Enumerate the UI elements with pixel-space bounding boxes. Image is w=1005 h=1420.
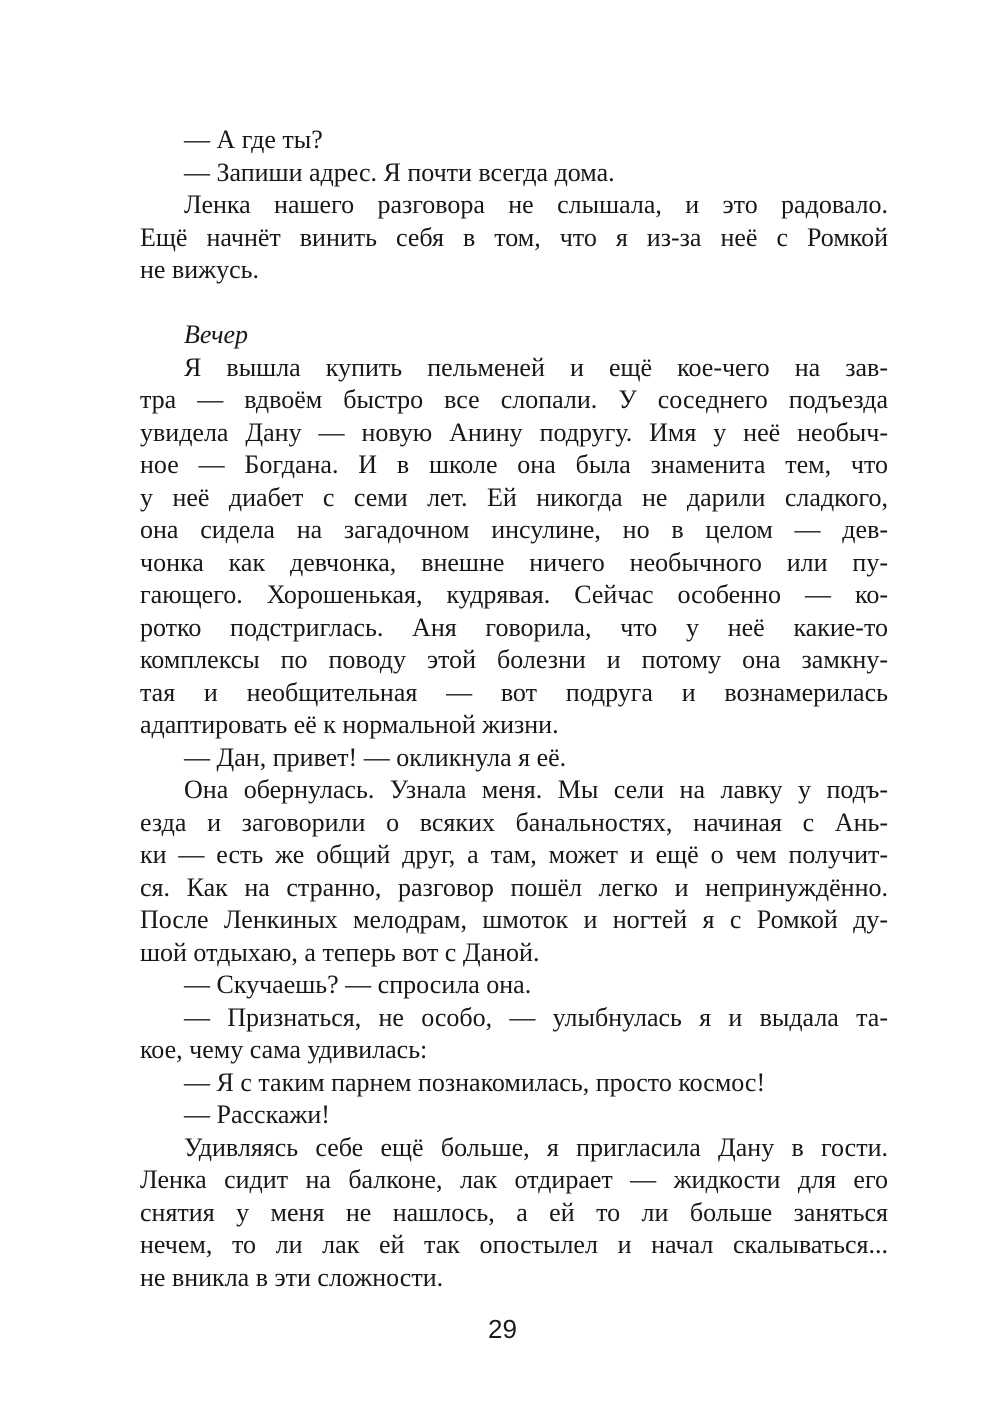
text-line: ротко подстриглась. Аня говорила, что у неё какие-то — [140, 612, 888, 642]
text-line: — Расскажи! — [184, 1100, 330, 1129]
text-line: — А где ты? — [184, 125, 323, 154]
text-line: не вникла в эти сложности. — [140, 1262, 444, 1292]
text-line: Удивляясь себе ещё больше, я пригласила Дану в гости. — [184, 1132, 888, 1162]
text-line: — Запиши адрес. Я почти всегда дома. — [184, 157, 615, 187]
paragraph — [140, 969, 888, 1002]
text-line: — Дан, привет! — окликнула я её. — [184, 742, 567, 772]
text-line: чонка как девчонка, внешне ничего необычного или пу- — [140, 547, 888, 577]
text-line: ки — есть же общий друг, а там, может и ещё о чем получит- — [140, 840, 888, 869]
text-line: Вечер — [184, 320, 249, 349]
text-line: Ленка нашего разговора не слышала, и это радовало. — [184, 190, 888, 219]
text-line: шой отдыхаю, а теперь вот с Даной. — [140, 937, 540, 967]
text-line: — Скучаешь? — спросила она. — [184, 970, 532, 999]
text-line: увидела Дану — новую Анину подругу. Имя у неё необыч- — [140, 417, 888, 447]
section-heading — [140, 319, 888, 352]
text-line: езда и заговорили о всяких банальностях, начиная с Ань- — [140, 807, 888, 837]
paragraph — [140, 124, 888, 157]
paragraph — [140, 774, 888, 969]
text-block — [140, 124, 888, 1294]
text-line: ное — Богдана. И в школе она была знаменита тем, что — [140, 450, 888, 479]
text-line: После Ленкиных мелодрам, шмоток и ногтей я с Ромкой ду- — [140, 905, 888, 934]
paragraph — [140, 157, 888, 190]
text-line: адаптировать её к нормальной жизни. — [140, 710, 559, 739]
page-number: 29 — [488, 1314, 517, 1344]
paragraph — [140, 189, 888, 287]
text-line: тая и необщительная — вот подруга и вознамерилась — [140, 677, 888, 707]
text-line: она сидела на загадочном инсулине, но в целом — дев- — [140, 515, 888, 544]
paragraph — [140, 352, 888, 742]
text-line: Я вышла купить пельменей и ещё кое-чего на зав- — [184, 352, 888, 382]
text-line: нечем, то ли лак ей так опостылел и начал скалываться... — [140, 1230, 888, 1259]
text-line: ся. Как на странно, разговор пошёл легко и непринуждённо. — [140, 872, 888, 902]
text-line: — Признаться, не особо, — улыбнулась я и выдала та- — [184, 1002, 888, 1032]
text-line: Ещё начнёт винить себя в том, что я из-за неё с Ромкой — [140, 222, 888, 252]
text-line: у неё диабет с семи лет. Ей никогда не дарили сладкого, — [140, 482, 888, 512]
text-line: комплексы по поводу этой болезни и потому она замкну- — [140, 645, 888, 674]
paragraph — [140, 1002, 888, 1067]
text-line: снятия у меня не нашлось, а ей то ли больше заняться — [140, 1197, 888, 1227]
paragraph — [140, 1067, 888, 1100]
paragraph — [140, 1099, 888, 1132]
text-line: Ленка сидит на балконе, лак отдирает — жидкости для его — [140, 1165, 888, 1194]
text-line: тра — вдвоём быстро все слопали. У соседнего подъезда — [140, 385, 888, 414]
paragraph — [140, 742, 888, 775]
text-line: кое, чему сама удивилась: — [140, 1035, 428, 1064]
paragraph — [140, 1132, 888, 1295]
text-line: Она обернулась. Узнала меня. Мы сели на лавку у подъ- — [184, 775, 888, 804]
text-line: гающего. Хорошенькая, кудрявая. Сейчас особенно — ко- — [140, 580, 888, 609]
text-line: — Я с таким парнем познакомилась, просто космос! — [184, 1067, 766, 1097]
text-line: не вижусь. — [140, 255, 260, 284]
